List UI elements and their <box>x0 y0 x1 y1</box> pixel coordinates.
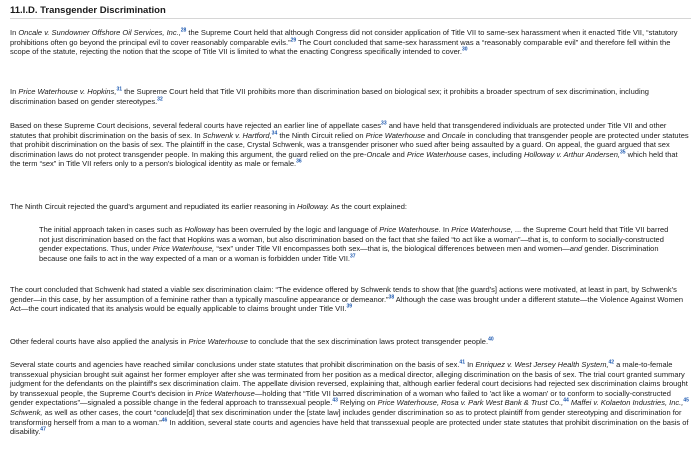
text-segment: cases, including <box>466 149 524 159</box>
footnote-link[interactable]: 46 <box>161 417 168 424</box>
footnote-link[interactable]: 30 <box>461 46 468 53</box>
case-citation: Oncale v. Sundowner Offshore Oil Services, Inc., <box>18 28 181 37</box>
text-segment: In <box>10 28 19 37</box>
text-segment: In addition, several state courts and agencies have held that transsexual people are protected under state statutes that prohibit discrimination on the basis of disability. <box>10 417 689 437</box>
text-segment: has been overruled by the logic and language of <box>214 225 380 234</box>
paragraph-schwenk <box>10 121 689 169</box>
court-quotation <box>39 225 677 263</box>
text-segment: Based on these Supreme Court decisions, several federal courts have rejected an earlier line of appellate cases <box>10 121 382 130</box>
case-citation: Price Waterhouse <box>365 130 426 140</box>
text-segment: and <box>425 130 442 140</box>
text-segment: in concluding that transgender people are protected under statutes that prohibit discrimination on the basis of sex. The plaintiff in the case, Crystal Schwenk, was a transgender prisoner who sued after being assaulted by a guard. On appeal, the guard argued that sex discrimination laws do not protect transgender people. In making this argument, the guard relied on the pre- <box>10 130 689 159</box>
text-segment: a male-to-female transsexual physician brought suit against her former employer after she was terminated from her position as a medical director, alleging discrimination on the basis of sex. The trial court granted summary judgment for the defendants on the plaintiff's sex discrimination claim. The appellate division reversed, explaining that, although earlier federal court decisions had rejected sex discrimination claims brought by transsexual people, the Supreme Court's decision in <box>10 360 688 398</box>
text-segment: and <box>390 149 407 159</box>
text-segment: to conclude that the sex discrimination laws protect transgender people. <box>247 337 489 346</box>
case-citation: Price Waterhouse <box>406 149 467 159</box>
emphasis: and <box>569 244 583 254</box>
footnote-link[interactable]: 44 <box>563 397 569 404</box>
footnote-link[interactable]: 34 <box>271 130 278 137</box>
case-citation: Holloway <box>184 225 215 234</box>
text-segment: The Ninth Circuit rejected the guard's argument and repudiated its earlier reasoning in <box>10 202 298 211</box>
footnote-link[interactable]: 43 <box>332 397 338 404</box>
text-segment: Although the case was brought under a different statute—the Violence Against Women Act—the court indicated that its analysis would be equally applicable to claims brought under Title VII. <box>10 294 684 314</box>
text-segment: —holding that “Title VII barred discrimination of a woman who failed to 'act like a woman' or to conform to socially-constructed gender expectations”—signaled a possible change in the federal approach to transsexual people. <box>10 388 671 408</box>
paragraph-oncale <box>10 28 689 57</box>
case-citation: Schwenk v. Hartford, <box>202 130 272 140</box>
case-citation: Oncale <box>366 149 391 159</box>
heading-divider <box>10 18 691 19</box>
case-citation: Price Waterhouse, <box>451 225 513 234</box>
text-segment: In <box>10 87 19 96</box>
case-citation: Maffei v. Kolaeton Industries, Inc., <box>570 398 684 408</box>
case-citation: Holloway. <box>297 202 329 211</box>
text-segment: The court concluded that Schwenk had stated a viable sex discrimination claim: “The evidence offered by Schwenk tends to show that [the guard's] actions were motivated, at least in part, by Schwenk's gender—in this case, by her assumption of a feminine rather than a typically masculine appearance or demeanor.” <box>10 285 677 304</box>
text-segment: In <box>464 360 476 369</box>
paragraph-price-waterhouse <box>10 87 689 106</box>
section-heading: 11.I.D. Transgender Discrimination <box>10 5 166 16</box>
text-segment: As the court explained: <box>328 202 407 211</box>
text-segment: The initial approach taken in cases such as <box>39 225 185 234</box>
case-citation: Price Waterhouse. <box>379 225 441 234</box>
footnote-link[interactable]: 41 <box>459 359 465 366</box>
text-segment: as well as other cases, the court “conclude[d] that sex discrimination under the [state law] includes gender discrimination so as to protect plaintiff from gender stereotyping and discrimination for transforming herself from a man to a woman.” <box>10 407 682 427</box>
text-segment: and have held that transgendered individuals are protected under Title VII and other statutes that prohibit discrimination on the basis of sex. In <box>10 121 667 140</box>
text-segment: ... the Supreme Court held that Title VII barred not just discrimination based on the fact that Hopkins was a woman, but also discrimination based on the fact that she failed “to act like a woman”—that is, to conform to socially-constructed gender expectations. Thus, under <box>39 225 669 254</box>
text-segment: gender. Discrimination because one fails to act in the way expected of a man or a woman is forbidden under Title VII. <box>39 244 659 263</box>
case-citation: Price Waterhouse <box>195 388 255 398</box>
footnote-link[interactable]: 37 <box>350 253 356 260</box>
paragraph-ninth-circuit <box>10 202 689 212</box>
case-citation: Enriquez v. West Jersey Health System, <box>475 360 609 369</box>
text-segment: Other federal courts have also applied the analysis in <box>10 337 189 346</box>
footnote-link[interactable]: 29 <box>290 37 297 44</box>
footnote-link[interactable]: 31 <box>116 86 123 93</box>
footnote-link[interactable]: 38 <box>388 294 395 301</box>
footnote-link[interactable]: 35 <box>619 149 626 156</box>
text-segment: Relying on <box>337 398 378 408</box>
footnote-link[interactable]: 47 <box>40 426 46 433</box>
footnote-link[interactable]: 28 <box>180 27 187 34</box>
case-citation: Schwenk, <box>10 407 43 417</box>
footnote-link[interactable]: 39 <box>346 303 352 310</box>
footnote-link[interactable]: 40 <box>488 336 494 343</box>
text-segment: Several state courts and agencies have reached similar conclusions under state statutes that prohibit discrimination on the basis of sex. <box>10 360 460 369</box>
case-citation: Holloway v. Arthur Andersen, <box>523 149 620 159</box>
footnote-link[interactable]: 42 <box>608 359 615 366</box>
text-segment: the Supreme Court held that Title VII prohibits more than discrimination based on biological sex; it prohibits a broader spectrum of sex discrimination, including discrimination based on gender stereotypes. <box>10 87 649 106</box>
footnote-link[interactable]: 33 <box>381 120 387 127</box>
paragraph-state-courts <box>10 360 689 437</box>
text-segment: “sex” under Title VII encompasses both sex—that is, the biological differences between men and women— <box>214 244 570 254</box>
footnote-link[interactable]: 36 <box>296 158 302 165</box>
text-segment: In <box>440 225 452 234</box>
case-citation: Price Waterhouse v. Hopkins, <box>18 87 117 96</box>
text-segment: which held that the term “sex” in Title VII refers only to a person's biological identity as male or female. <box>10 149 678 169</box>
case-citation: Price Waterhouse, <box>152 244 215 254</box>
paragraph-viable-claim <box>10 285 689 314</box>
footnote-link[interactable]: 45 <box>683 397 689 404</box>
text-segment: The Court concluded that same-sex harassment was a “reasonably comparable evil” and therefore fell within the scope of the statute, rejecting the notion that the scope of Title VII is limited to what the enacting Congress specifically intended to cover. <box>10 37 671 57</box>
text-segment: the Ninth Circuit relied on <box>277 130 366 140</box>
text-segment: the Supreme Court held that although Congress did not consider application of Title VII to same-sex harassment when it enacted Title VII, “statutory prohibitions often go beyond the principal evil to cover reasonably comparable evils.” <box>10 28 678 47</box>
paragraph-other-federal-courts <box>10 337 689 347</box>
footnote-link[interactable]: 32 <box>157 96 163 103</box>
case-citation: Price Waterhouse, Rosa v. Park West Bank & Trust Co., <box>377 398 564 408</box>
case-citation: Price Waterhouse <box>188 337 248 346</box>
case-citation: Oncale <box>441 130 466 140</box>
